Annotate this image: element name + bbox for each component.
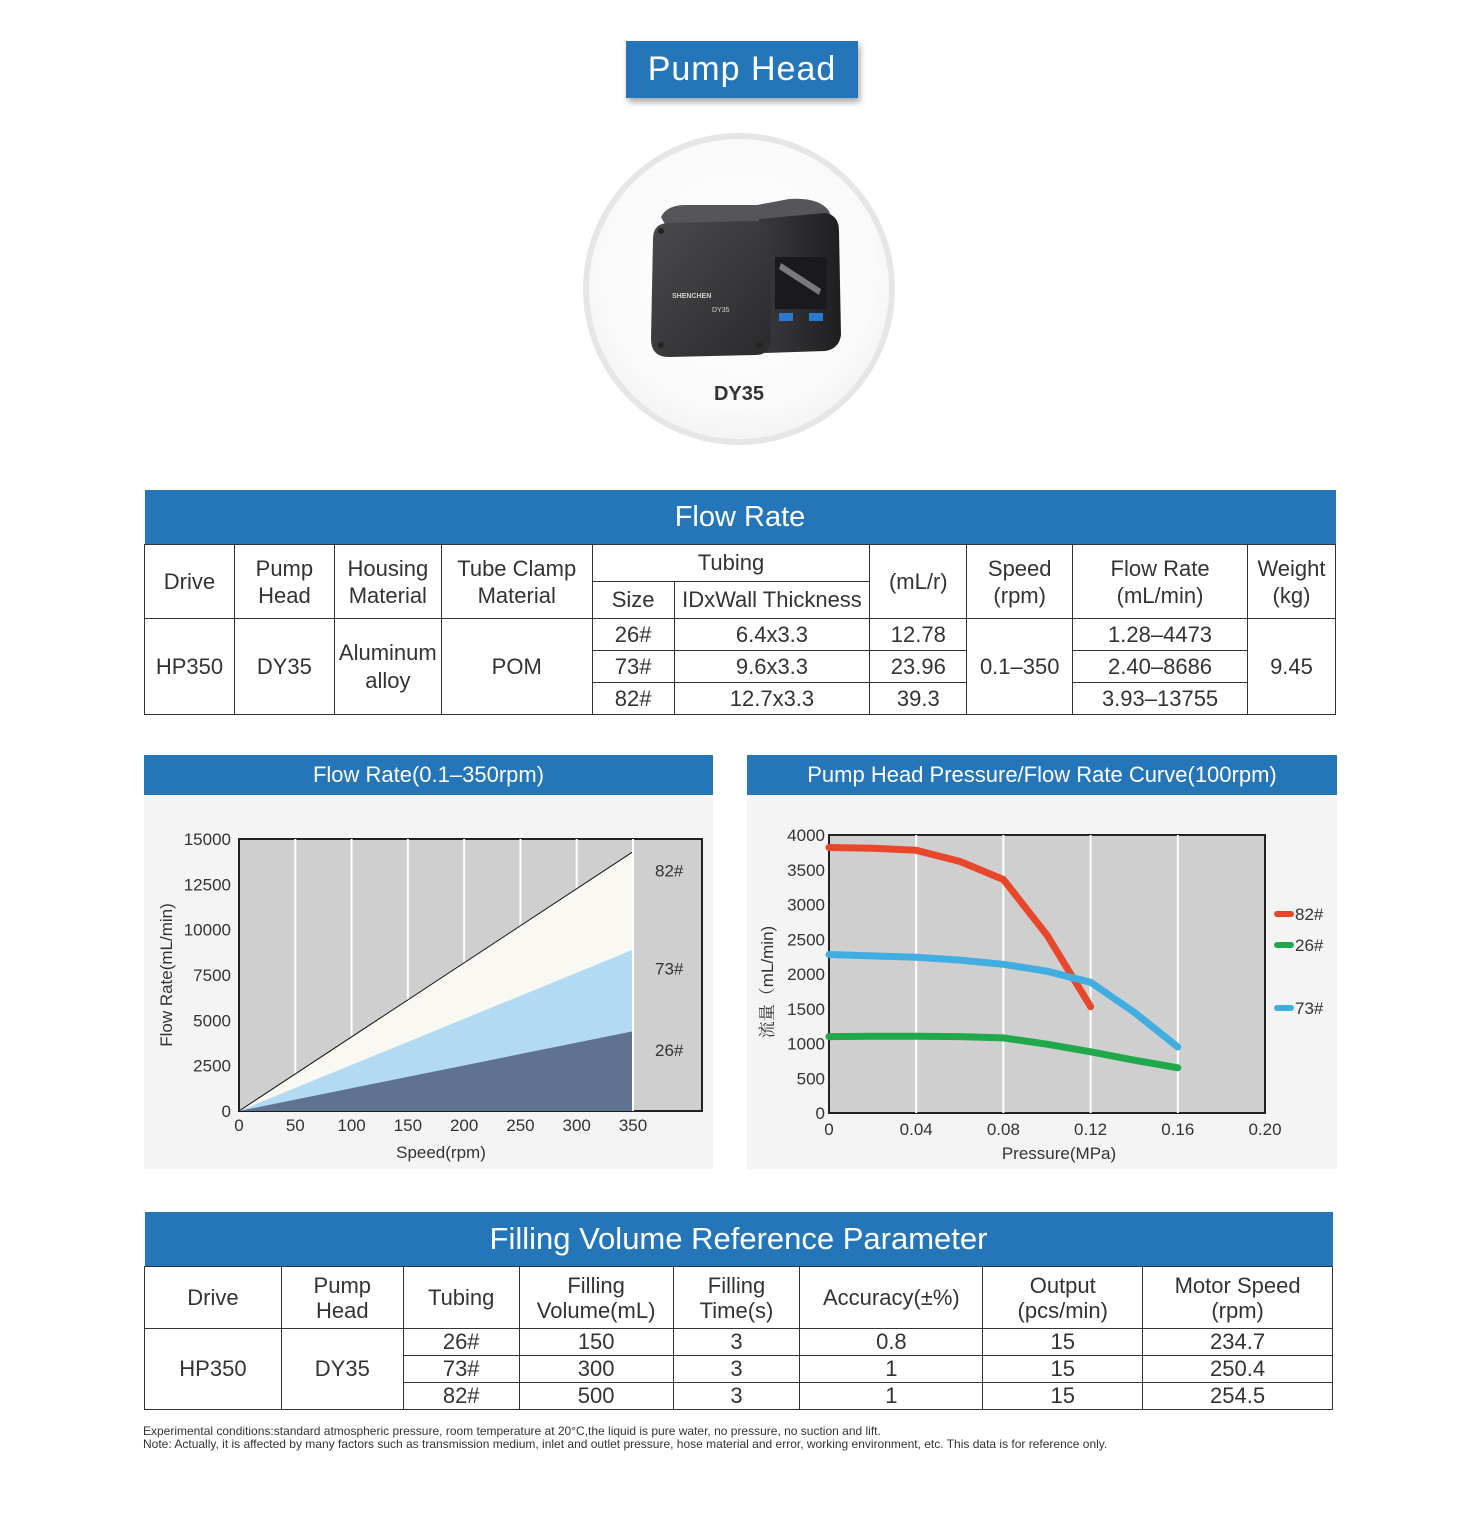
cell-pump-head: DY35	[234, 619, 334, 715]
col-drive: Drive	[145, 1267, 282, 1329]
col-size: Size	[592, 582, 674, 619]
x-tick-label: 0.08	[986, 1120, 1020, 1139]
cell-accuracy: 1	[800, 1356, 983, 1383]
y-tick-label: 12500	[183, 875, 231, 895]
x-tick-label: 0	[234, 1116, 244, 1135]
cell-motor-speed: 234.7	[1143, 1329, 1333, 1356]
cell-volume: 300	[519, 1356, 673, 1383]
x-axis-label: Speed(rpm)	[396, 1143, 486, 1162]
y-tick-label: 3500	[787, 860, 825, 880]
col-flow-rate: Flow Rate (mL/min)	[1073, 545, 1248, 619]
chart-title: Flow Rate(0.1–350rpm)	[144, 755, 713, 795]
x-tick-label: 200	[449, 1116, 479, 1135]
x-tick-label: 0.20	[1248, 1120, 1282, 1139]
x-tick-label: 0.12	[1074, 1120, 1108, 1139]
cell-size: 26#	[592, 619, 674, 651]
cell-tubing: 82#	[403, 1383, 519, 1410]
y-tick-label: 2000	[787, 965, 825, 984]
chart-title: Pump Head Pressure/Flow Rate Curve(100rpm)	[747, 755, 1337, 795]
footnote-conditions: Experimental conditions:standard atmospheric pressure, room temperature at 20°C,the liquid is pure water, no pressure, no suction and lift.	[143, 1424, 881, 1438]
cell-ml-per-rev: 39.3	[870, 683, 967, 715]
col-ml-per-rev: (mL/r)	[870, 545, 967, 619]
cell-accuracy: 0.8	[800, 1329, 983, 1356]
y-tick-label: 3000	[787, 895, 825, 915]
cell-time: 3	[673, 1383, 800, 1410]
cell-housing-material: Aluminum alloy	[334, 619, 441, 715]
footnote-disclaimer: Note: Actually, it is affected by many factors such as transmission medium, inlet and outlet pressure, hose material and error, working environment, etc. This data is for reference only.	[143, 1437, 1108, 1451]
x-tick-label: 350	[618, 1116, 648, 1135]
legend-label: 73#	[1295, 999, 1324, 1018]
flow-rate-table	[144, 490, 1336, 715]
cell-tubing: 26#	[403, 1329, 519, 1356]
cell-ml-per-rev: 12.78	[870, 619, 967, 651]
cell-output: 15	[983, 1383, 1143, 1410]
col-weight: Weight (kg)	[1247, 545, 1335, 619]
cell-flow-rate: 3.93–13755	[1073, 683, 1248, 715]
cell-time: 3	[673, 1356, 800, 1383]
cell-id-wall: 9.6x3.3	[674, 651, 870, 683]
y-tick-label: 10000	[183, 920, 231, 940]
legend-label: 82#	[1295, 905, 1324, 924]
table-row	[145, 619, 1336, 651]
y-tick-label: 0	[815, 1104, 825, 1123]
cell-flow-rate: 2.40–8686	[1073, 651, 1248, 683]
cell-time: 3	[673, 1329, 800, 1356]
cell-size: 82#	[592, 683, 674, 715]
y-tick-label: 5000	[193, 1011, 231, 1031]
x-tick-label: 250	[506, 1116, 535, 1135]
y-tick-label: 2500	[787, 930, 825, 950]
cell-volume: 150	[519, 1329, 673, 1356]
page-title: Pump Head	[626, 41, 858, 98]
y-tick-label: 500	[796, 1069, 825, 1089]
col-accuracy: Accuracy(±%)	[800, 1267, 983, 1329]
col-pump-head: Pump Head	[234, 545, 334, 619]
pressure-flow-chart	[747, 795, 1337, 1169]
cell-id-wall: 12.7x3.3	[674, 683, 870, 715]
x-tick-label: 100	[337, 1116, 366, 1135]
cell-drive: HP350	[145, 1329, 282, 1410]
filling-volume-table	[144, 1212, 1333, 1410]
product-model-text: DY35	[712, 307, 730, 314]
cell-weight: 9.45	[1247, 619, 1335, 715]
cell-accuracy: 1	[800, 1383, 983, 1410]
flow-table-title: Flow Rate	[145, 490, 1336, 545]
x-tick-label: 0.16	[1161, 1120, 1195, 1139]
y-tick-label: 15000	[183, 830, 231, 849]
col-pump-head: Pump Head	[281, 1267, 403, 1329]
footnotes	[143, 1425, 1107, 1451]
col-housing-material: Housing Material	[334, 545, 441, 619]
cell-flow-rate: 1.28–4473	[1073, 619, 1248, 651]
y-tick-label: 0	[221, 1102, 231, 1121]
x-tick-label: 0.04	[899, 1120, 933, 1139]
col-speed: Speed (rpm)	[967, 545, 1073, 619]
x-tick-label: 50	[285, 1116, 305, 1135]
col-tube-clamp-material: Tube Clamp Material	[441, 545, 592, 619]
x-tick-label: 0	[824, 1120, 834, 1139]
cell-motor-speed: 254.5	[1143, 1383, 1333, 1410]
fill-table-title: Filling Volume Reference Parameter	[145, 1212, 1333, 1267]
col-output: Output (pcs/min)	[983, 1267, 1143, 1329]
cell-size: 73#	[592, 651, 674, 683]
cell-ml-per-rev: 23.96	[870, 651, 967, 683]
product-label: DY35	[713, 383, 765, 405]
series-label: 73#	[655, 959, 684, 979]
cell-motor-speed: 250.4	[1143, 1356, 1333, 1383]
y-tick-label: 1500	[787, 999, 825, 1019]
col-filling-volume: Filling Volume(mL)	[519, 1267, 673, 1329]
x-tick-label: 150	[393, 1116, 423, 1135]
series-label: 82#	[655, 861, 684, 881]
cell-drive: HP350	[145, 619, 235, 715]
flow-rate-chart-panel	[144, 755, 713, 1169]
y-axis-label: Flow Rate(mL/min)	[157, 903, 176, 1047]
y-tick-label: 2500	[193, 1056, 231, 1076]
brand-logo-text: SHENCHEN	[672, 293, 712, 300]
col-filling-time: Filling Time(s)	[673, 1267, 800, 1329]
col-tubing: Tubing	[592, 545, 870, 582]
cell-tubing: 73#	[403, 1356, 519, 1383]
cell-pump-head: DY35	[281, 1329, 403, 1410]
table-row	[145, 1329, 1333, 1356]
cell-tube-clamp-material: POM	[441, 619, 592, 715]
x-tick-label: 300	[562, 1116, 591, 1135]
y-axis-label: 流量（mL/min)	[758, 925, 777, 1039]
x-axis-label: Pressure(MPa)	[1001, 1144, 1117, 1163]
cell-speed: 0.1–350	[967, 619, 1073, 715]
cell-output: 15	[983, 1356, 1143, 1383]
cell-volume: 500	[519, 1383, 673, 1410]
cell-id-wall: 6.4x3.3	[674, 619, 870, 651]
col-tubing: Tubing	[403, 1267, 519, 1329]
y-tick-label: 4000	[787, 826, 825, 845]
pressure-chart-panel	[747, 755, 1337, 1169]
y-tick-label: 1000	[787, 1034, 825, 1054]
series-label: 26#	[655, 1041, 684, 1061]
legend-label: 26#	[1295, 936, 1324, 955]
col-drive: Drive	[145, 545, 235, 619]
flow-rate-chart	[144, 795, 713, 1169]
y-tick-label: 7500	[193, 966, 231, 985]
col-id-wall: IDxWall Thickness	[674, 582, 870, 619]
col-motor-speed: Motor Speed (rpm)	[1143, 1267, 1333, 1329]
cell-output: 15	[983, 1329, 1143, 1356]
